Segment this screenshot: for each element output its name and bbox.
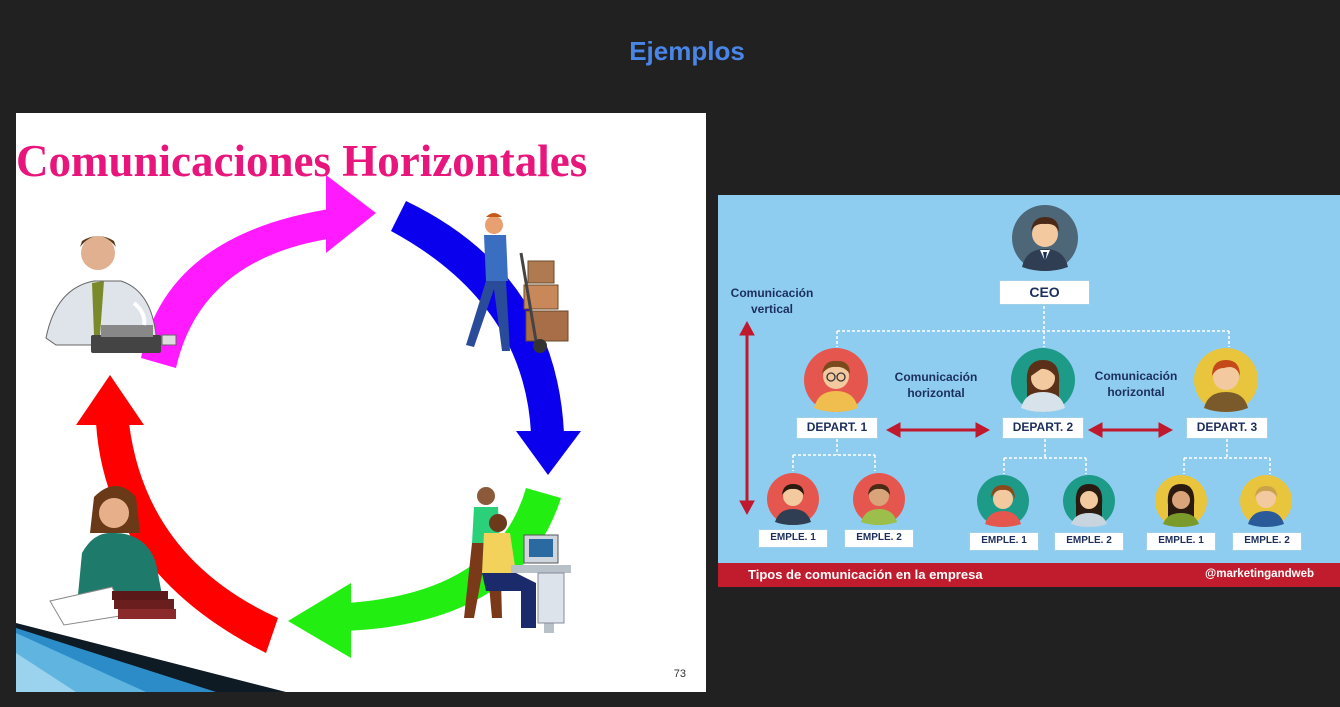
org-chart-footer xyxy=(718,563,1340,587)
emp5-avatar xyxy=(1155,475,1207,527)
emp2-label: EMPLE. 2 xyxy=(844,529,914,548)
dept2-avatar xyxy=(1011,348,1075,412)
emp2-avatar xyxy=(853,473,905,525)
org-chart-infographic xyxy=(718,195,1340,587)
emp1-avatar xyxy=(767,473,819,525)
dept3-avatar xyxy=(1194,348,1258,412)
horizontal-communication-slide xyxy=(16,113,706,692)
emp3-label: EMPLE. 1 xyxy=(969,532,1039,551)
emp4-label: EMPLE. 2 xyxy=(1054,532,1124,551)
cycle-arrows-diagram xyxy=(16,113,706,692)
dept1-label: DEPART. 1 xyxy=(796,417,878,439)
footer-title: Tipos de comunicación en la empresa xyxy=(748,567,983,582)
horizontal-communication-arrow-1 xyxy=(887,423,989,437)
emp3-avatar xyxy=(977,475,1029,527)
slide-page-number: 73 xyxy=(673,668,686,680)
emp6-avatar xyxy=(1240,475,1292,527)
vertical-communication-arrow xyxy=(740,322,754,514)
vertical-communication-note: Comunicación vertical xyxy=(730,286,814,316)
page-title: Ejemplos xyxy=(629,36,745,66)
ceo-avatar xyxy=(1012,205,1078,271)
footer-handle: @marketingandweb xyxy=(1205,568,1314,580)
slide-title: Comunicaciones Horizontales xyxy=(16,136,588,186)
emp4-avatar xyxy=(1063,475,1115,527)
dept1-avatar xyxy=(804,348,868,412)
dept3-label: DEPART. 3 xyxy=(1186,417,1268,439)
emp5-label: EMPLE. 1 xyxy=(1146,532,1216,551)
ceo-label: CEO xyxy=(999,280,1090,305)
emp6-label: EMPLE. 2 xyxy=(1232,532,1302,551)
horizontal-communication-note-2: Comunicación horizontal xyxy=(1094,369,1178,399)
office-worker-clipart xyxy=(46,236,176,353)
dept2-label: DEPART. 2 xyxy=(1002,417,1084,439)
emp1-label: EMPLE. 1 xyxy=(758,529,828,548)
horizontal-communication-note-1: Comunicación horizontal xyxy=(894,370,978,400)
horizontal-communication-arrow-2 xyxy=(1089,423,1172,437)
